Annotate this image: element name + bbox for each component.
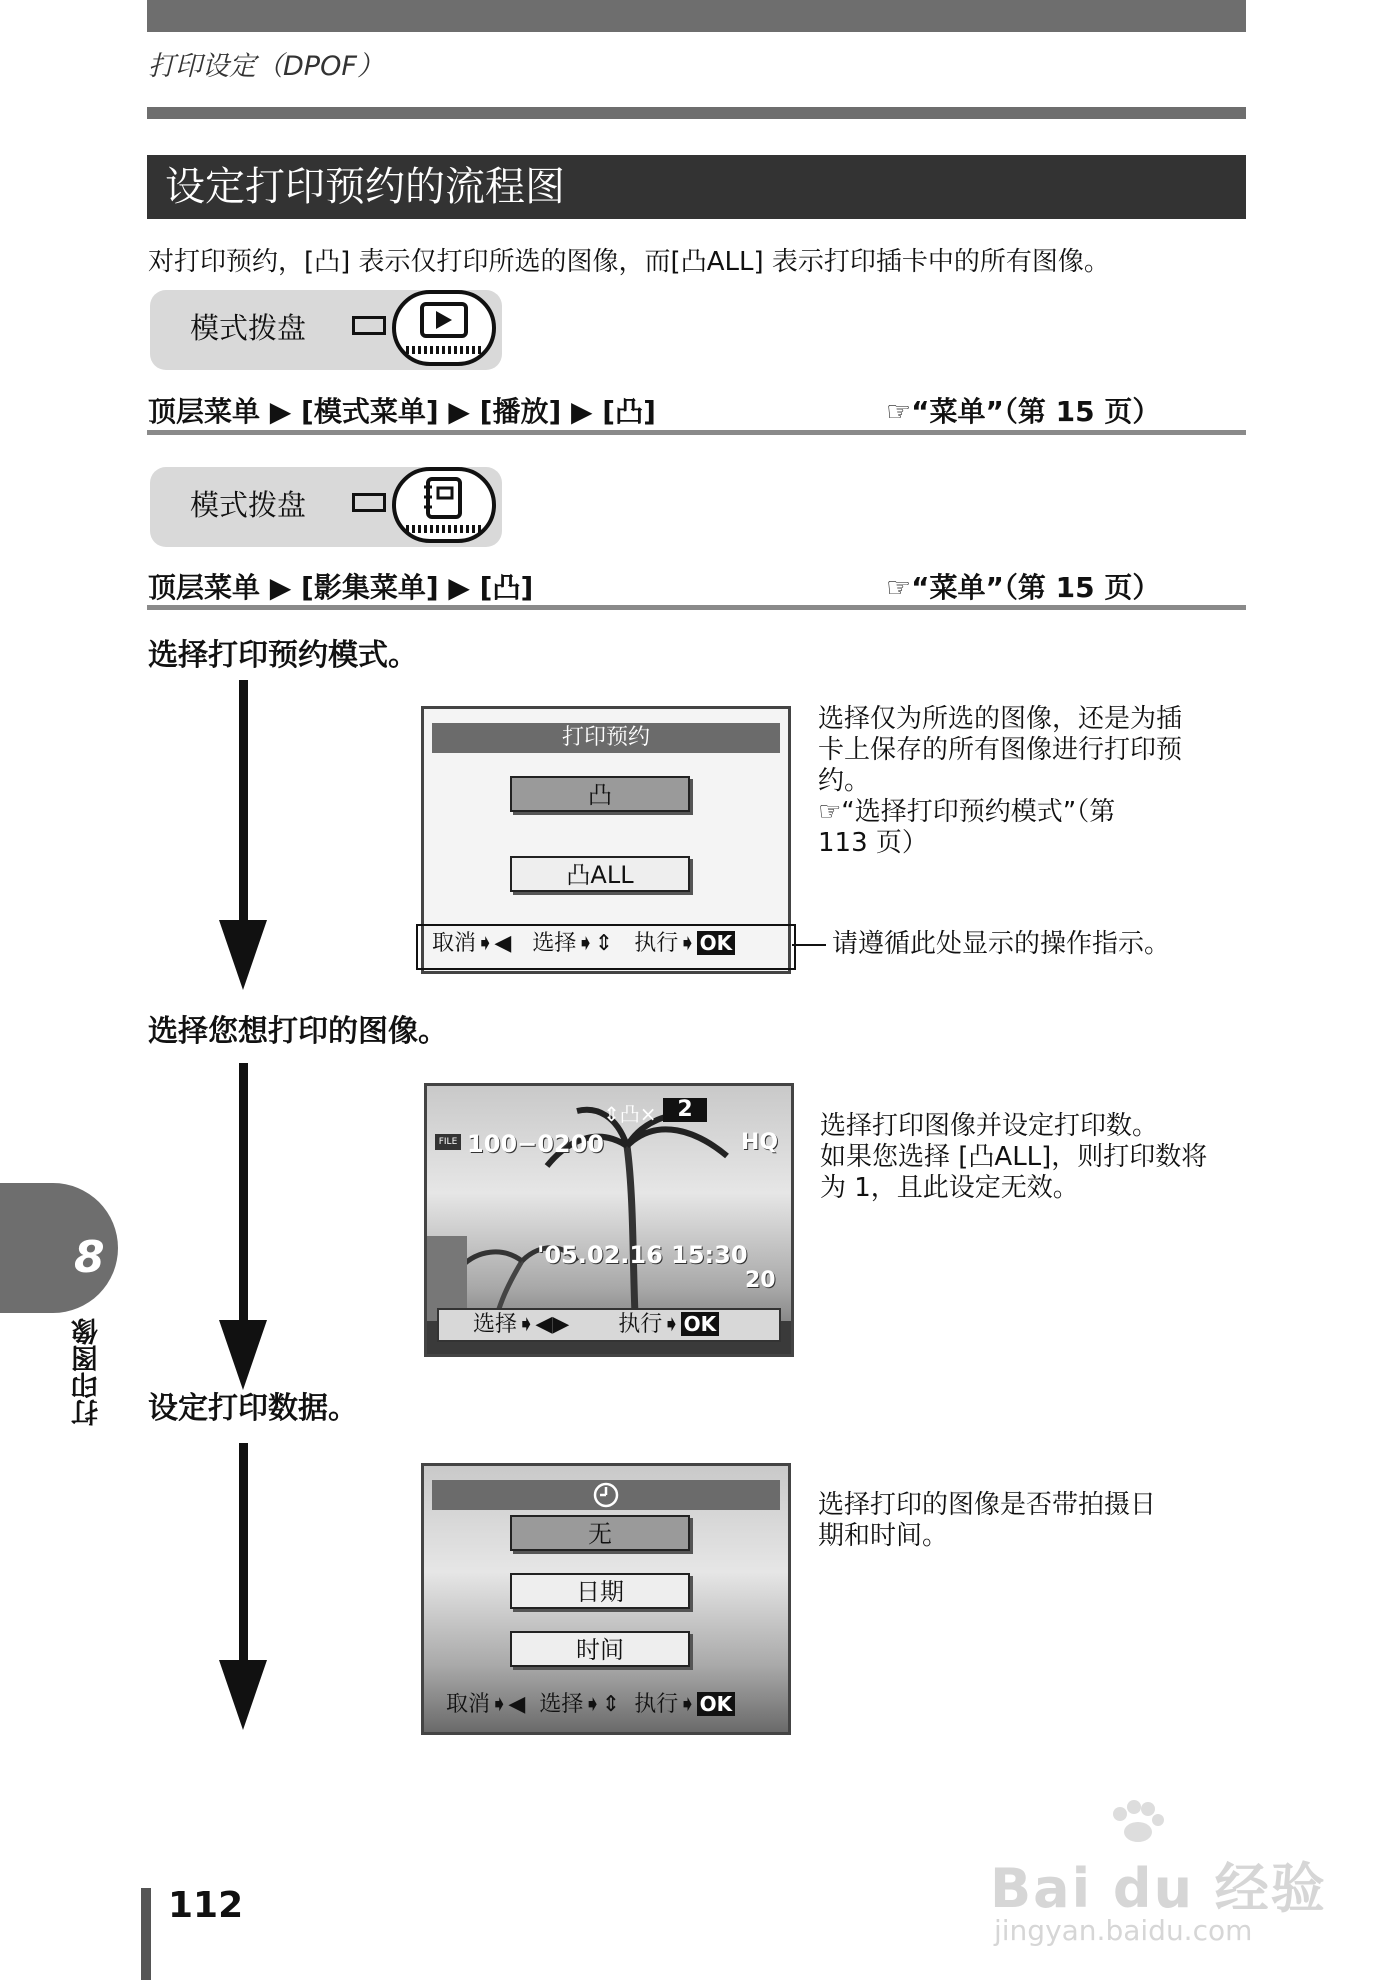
step-2-title: 选择您想打印的图像。	[148, 1014, 448, 1049]
page-number: 112	[168, 1885, 244, 1926]
section-title: 设定打印预约的流程图	[147, 155, 1246, 219]
select-hint: 选择➧◀▶	[473, 1312, 570, 1337]
exec-hint: 执行➧	[634, 931, 697, 956]
chapter-number: 8	[74, 1232, 105, 1283]
date-none-option[interactable]: 无	[510, 1515, 690, 1551]
step-1-title: 选择打印预约模式。	[148, 638, 418, 673]
exec-hint: 执行➧	[634, 1692, 697, 1717]
watermark-url: jingyan.baidu.com	[994, 1914, 1253, 1947]
mode-dial-label: 模式拨盘	[190, 311, 307, 345]
ok-button[interactable]: OK	[697, 1692, 736, 1716]
time-option[interactable]: 时间	[510, 1631, 690, 1667]
flow-arrow-head-3	[219, 1660, 267, 1730]
flow-arrow-1	[239, 680, 248, 940]
desc-reference[interactable]: ☞“选择打印预约模式”（第	[818, 797, 1116, 827]
flow-arrow-head-2	[219, 1320, 267, 1390]
ok-button[interactable]: OK	[697, 931, 736, 955]
chapter-label: 打印图像	[72, 1318, 103, 1426]
select-hint: 选择➧⇕	[539, 1692, 621, 1717]
dial-pointer-icon	[352, 316, 386, 335]
intro-text: 对打印预约，[凸] 表示仅打印所选的图像，而[凸ALL] 表示打印插卡中的所有图像。	[148, 247, 1110, 277]
exec-hint: 执行➧	[618, 1312, 681, 1337]
step-2-description	[820, 1111, 1207, 1204]
date-screen-footer	[446, 1688, 780, 1722]
flow-arrow-3	[239, 1443, 248, 1683]
running-header: 打印设定（DPOF）	[148, 51, 384, 82]
callout-text: 请遵循此处显示的操作指示。	[832, 929, 1171, 959]
clock-icon	[592, 1481, 620, 1509]
menu-path-1: 顶层菜单 ▶ [模式菜单] ▶ [播放] ▶ [凸]	[148, 395, 656, 428]
desc-line: 卡上保存的所有图像进行打印预	[818, 735, 1183, 765]
step-3-description	[818, 1490, 1156, 1552]
menu-reference-2[interactable]: ☞“菜单”（第 15 页）	[886, 571, 1161, 604]
top-bar	[147, 0, 1246, 32]
desc-line: 为 1，且此设定无效。	[820, 1173, 1079, 1203]
paw-icon	[1108, 1800, 1168, 1844]
desc-line: 选择打印图像并设定打印数。	[820, 1111, 1159, 1141]
print-count[interactable]: 2	[663, 1098, 707, 1122]
screen-title: 打印预约	[432, 723, 780, 753]
header-rule	[147, 107, 1246, 119]
footer-highlight-box	[416, 924, 796, 970]
single-print-option[interactable]: 凸	[510, 776, 690, 812]
date-option-screen	[421, 1463, 791, 1735]
select-hint: 选择➧⇕	[532, 931, 614, 956]
mode-dial-label-2: 模式拨盘	[190, 488, 307, 522]
desc-line: 约。	[818, 766, 871, 796]
playback-dial-graphic	[396, 294, 492, 362]
menu-reference-1[interactable]: ☞“菜单”（第 15 页）	[886, 395, 1161, 428]
menu-path-2: 顶层菜单 ▶ [影集菜单] ▶ [凸]	[148, 571, 534, 604]
album-dial-graphic	[396, 471, 492, 539]
quality-label: HQ	[741, 1130, 779, 1155]
flow-arrow-head-1	[219, 920, 267, 990]
desc-line: 选择仅为所选的图像，还是为插	[818, 704, 1183, 734]
date-option[interactable]: 日期	[510, 1573, 690, 1609]
rule-2	[147, 605, 1246, 610]
rule-1	[147, 430, 1246, 435]
page-marker	[141, 1888, 151, 1980]
desc-line: 如果您选择 [凸ALL]，则打印数将	[820, 1142, 1208, 1172]
file-icon: FILE	[435, 1134, 461, 1150]
step-3-title: 设定打印数据。	[148, 1391, 358, 1426]
baidu-watermark	[990, 1800, 1327, 1960]
all-print-option[interactable]: 凸ALL	[510, 856, 690, 892]
ok-button[interactable]: OK	[681, 1312, 720, 1336]
cancel-hint: 取消➧◀	[432, 931, 512, 956]
step-1-description	[818, 704, 1182, 859]
callout-line	[792, 944, 826, 946]
cancel-hint: 取消➧◀	[446, 1692, 526, 1717]
print-count-label: ⇕凸×	[603, 1102, 657, 1126]
album-icon	[392, 467, 496, 543]
dial-pointer-icon	[352, 493, 386, 512]
image-screen-footer	[437, 1308, 781, 1342]
flow-arrow-2	[239, 1063, 248, 1343]
clock-title-bar	[432, 1480, 780, 1510]
image-select-screen	[424, 1083, 794, 1357]
desc-line: 113 页）	[818, 828, 928, 858]
desc-line: 期和时间。	[818, 1521, 949, 1551]
watermark-brand: Bai du 经验	[990, 1857, 1327, 1920]
shot-datetime: '05.02.16 15:30	[537, 1241, 748, 1269]
desc-line: 选择打印的图像是否带拍摄日	[818, 1490, 1157, 1520]
frame-number: 20	[745, 1268, 776, 1293]
playback-icon	[392, 290, 496, 366]
file-number: 100−0200	[467, 1130, 605, 1158]
